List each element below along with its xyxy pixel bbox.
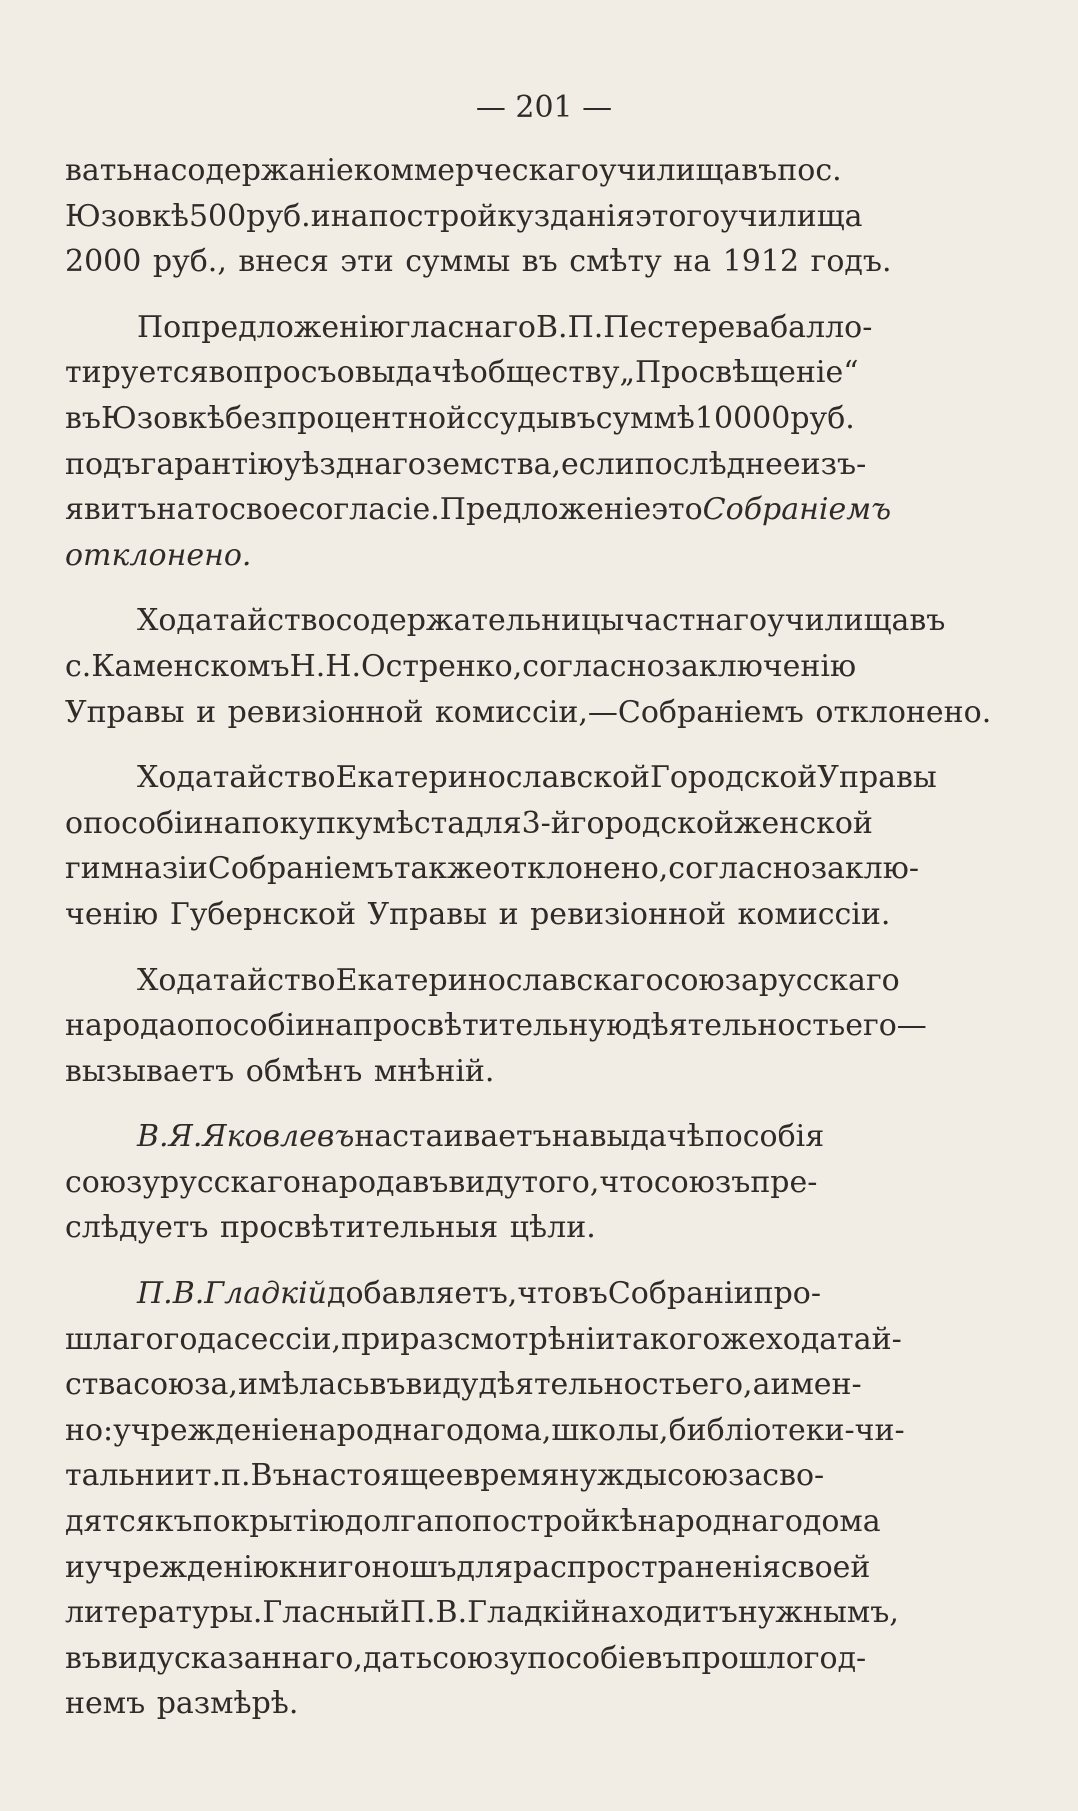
word: сессіи, bbox=[233, 1321, 342, 1357]
text-line: ченію Губернской Управы и ревизіонной комиссіи. bbox=[65, 896, 891, 932]
word: гарантію bbox=[140, 446, 284, 482]
word: это bbox=[651, 492, 703, 528]
word: въ bbox=[369, 1367, 406, 1403]
word: этого bbox=[634, 198, 721, 234]
word: въ bbox=[909, 603, 946, 639]
word: содержаніе bbox=[170, 153, 354, 188]
word: ходатай- bbox=[765, 1321, 902, 1357]
word: на bbox=[156, 492, 195, 528]
word: покрытію bbox=[192, 1504, 345, 1540]
text-line bbox=[65, 1545, 1023, 1591]
word: дѣятельность bbox=[632, 1008, 846, 1044]
word: учрежденіе bbox=[113, 1412, 299, 1448]
word: и bbox=[65, 1549, 85, 1585]
paragraph bbox=[65, 1114, 1023, 1251]
word: 10000 bbox=[694, 400, 791, 436]
word: заключенію bbox=[664, 648, 857, 684]
word: школы, bbox=[551, 1412, 669, 1448]
word: такого bbox=[615, 1321, 721, 1357]
word: въ bbox=[412, 1164, 449, 1200]
word: отклонено, bbox=[492, 851, 669, 887]
paragraph bbox=[65, 1271, 1023, 1727]
word: мѣста bbox=[372, 805, 466, 841]
word: въ bbox=[65, 400, 101, 436]
word: частнаго bbox=[624, 603, 768, 639]
word: въ bbox=[645, 1640, 682, 1676]
word: балло- bbox=[770, 309, 873, 345]
word: Гладкій bbox=[204, 1276, 327, 1312]
word: Каменскомъ bbox=[91, 648, 290, 684]
word: подъ bbox=[65, 446, 141, 482]
word: т. bbox=[194, 1458, 222, 1494]
word: пособіе bbox=[527, 1640, 646, 1676]
word: с. bbox=[65, 648, 92, 684]
paragraph bbox=[65, 598, 1023, 735]
word: народнаго bbox=[637, 1504, 803, 1540]
word: пособія bbox=[704, 1119, 825, 1155]
word: на bbox=[132, 153, 171, 188]
word: дома, bbox=[464, 1412, 552, 1448]
word: нужды bbox=[559, 1458, 668, 1494]
word: того, bbox=[521, 1164, 600, 1200]
word: женской bbox=[733, 805, 873, 841]
word: согласно bbox=[522, 648, 665, 684]
word: содержательницы bbox=[335, 603, 625, 639]
word: земства, bbox=[425, 446, 562, 482]
text-line bbox=[65, 1317, 1023, 1363]
word: Екатеринославскаго bbox=[335, 962, 664, 998]
word: народнаго bbox=[298, 1412, 465, 1448]
word: В. bbox=[172, 1276, 205, 1312]
word: дѣятельность bbox=[478, 1367, 692, 1403]
word: на bbox=[203, 805, 242, 841]
word: просвѣтительную bbox=[353, 1008, 633, 1044]
word: училища bbox=[598, 153, 742, 188]
word: вать bbox=[65, 153, 133, 188]
word: пособіи bbox=[194, 1008, 316, 1044]
word: По bbox=[137, 309, 182, 345]
word: выдачѣ bbox=[354, 355, 470, 391]
word: Юзовкѣ bbox=[100, 400, 225, 436]
text-line: 2000 руб., внеся эти суммы въ смѣту на 1912 годъ. bbox=[65, 244, 892, 280]
word: о bbox=[65, 805, 84, 841]
word: а bbox=[752, 1367, 771, 1403]
word: Гладкій bbox=[467, 1595, 591, 1631]
word: руб. bbox=[246, 198, 311, 234]
word: Ходатайство bbox=[137, 962, 336, 998]
word: 3-й bbox=[521, 805, 571, 841]
text-line: вызываетъ обмѣнъ мнѣній. bbox=[65, 1053, 495, 1089]
word: также bbox=[393, 851, 493, 887]
text-line bbox=[65, 1114, 1023, 1160]
word: постройку bbox=[368, 198, 534, 234]
word: гимназіи bbox=[65, 851, 208, 887]
word: для bbox=[465, 805, 522, 841]
word: Городской bbox=[650, 760, 818, 796]
word: Управы bbox=[817, 760, 937, 796]
text-line bbox=[65, 194, 1023, 240]
text-line: отклонено. bbox=[65, 537, 252, 573]
word: прошлогод- bbox=[681, 1640, 867, 1676]
word: п. bbox=[221, 1458, 251, 1494]
word: виду bbox=[448, 1164, 522, 1200]
word: разсмотрѣніи bbox=[400, 1321, 616, 1357]
word: „Просвѣщеніе“ bbox=[619, 355, 859, 391]
word: дать bbox=[362, 1640, 433, 1676]
text-line bbox=[65, 1160, 1023, 1206]
word: что bbox=[599, 1164, 654, 1200]
text-line bbox=[65, 1003, 1023, 1049]
word: же bbox=[720, 1321, 766, 1357]
word: въ bbox=[741, 153, 778, 188]
text-line bbox=[65, 1408, 1023, 1454]
word: Ходатайство bbox=[137, 603, 336, 639]
word: имен- bbox=[770, 1367, 862, 1403]
word: народа bbox=[65, 1008, 177, 1044]
word: П. bbox=[399, 1595, 436, 1631]
word: къ bbox=[154, 1504, 193, 1540]
word: Ходатайство bbox=[137, 760, 336, 796]
text-line bbox=[65, 598, 1023, 644]
text-line: Управы и ревизіонной комиссіи,—Собраніемъ отклонено. bbox=[65, 694, 992, 730]
word: союзъ bbox=[653, 1164, 751, 1200]
text-line bbox=[65, 1362, 1023, 1408]
word: Екатеринославской bbox=[335, 760, 650, 796]
word: въ bbox=[571, 1276, 608, 1312]
word: ства bbox=[65, 1367, 134, 1403]
word: Остренко, bbox=[360, 648, 523, 684]
word: суммѣ bbox=[595, 400, 695, 436]
text-line bbox=[65, 305, 1023, 351]
word: его— bbox=[845, 1008, 927, 1044]
text-line bbox=[65, 846, 1023, 892]
word: 500 bbox=[188, 198, 247, 234]
word: В. bbox=[535, 309, 568, 345]
word: на bbox=[330, 198, 369, 234]
text-line: слѣдуетъ просвѣтительныя цѣли. bbox=[65, 1210, 596, 1246]
word: П. bbox=[137, 1276, 173, 1312]
word: для bbox=[456, 1549, 514, 1585]
word: изъ- bbox=[800, 446, 867, 482]
word: нужнымъ, bbox=[737, 1595, 899, 1631]
text-line bbox=[65, 755, 1023, 801]
word: согласно bbox=[668, 851, 811, 887]
word: русскаго bbox=[160, 1164, 301, 1200]
word: союза, bbox=[133, 1367, 238, 1403]
word: выдачѣ bbox=[589, 1119, 705, 1155]
word: библіотеки-чи- bbox=[668, 1412, 905, 1448]
word: долга bbox=[344, 1504, 434, 1540]
word: и bbox=[174, 1458, 195, 1494]
page-number: — 201 — bbox=[475, 90, 613, 125]
word: по bbox=[433, 1504, 473, 1540]
word: явитъ bbox=[65, 492, 157, 528]
text-line bbox=[65, 1271, 1023, 1317]
word: Я. bbox=[168, 1119, 203, 1155]
word: Предложеніе bbox=[439, 492, 652, 528]
word: союзу bbox=[65, 1164, 160, 1200]
word: заклю- bbox=[810, 851, 919, 887]
word: послѣднее bbox=[634, 446, 801, 482]
word: согласіе. bbox=[298, 492, 440, 528]
word: Собраніемъ bbox=[702, 492, 892, 528]
word: на bbox=[551, 1119, 590, 1155]
word: на bbox=[315, 1008, 354, 1044]
text-line bbox=[65, 1453, 1023, 1499]
word: сво- bbox=[762, 1458, 825, 1494]
word: руб. bbox=[790, 400, 855, 436]
word: имѣлась bbox=[237, 1367, 370, 1403]
paragraph bbox=[65, 755, 1023, 937]
word: книгоношъ bbox=[278, 1549, 457, 1585]
word: коммерческаго bbox=[353, 153, 599, 188]
word: Яковлевъ bbox=[202, 1119, 355, 1155]
word: городской bbox=[570, 805, 734, 841]
text-line bbox=[65, 1590, 1023, 1636]
word: сказаннаго, bbox=[174, 1640, 363, 1676]
word: тируется bbox=[65, 355, 209, 391]
word: что bbox=[517, 1276, 572, 1312]
word: В. bbox=[137, 1119, 169, 1155]
word: Гласный bbox=[262, 1595, 400, 1631]
word: ссуды bbox=[466, 400, 560, 436]
word: русскаго bbox=[758, 962, 900, 998]
word: дятся bbox=[65, 1504, 155, 1540]
paragraph bbox=[65, 958, 1023, 1095]
word: П. bbox=[567, 309, 604, 345]
word: дома bbox=[802, 1504, 881, 1540]
word: покупку bbox=[241, 805, 373, 841]
word: предложенію bbox=[181, 309, 395, 345]
text-line: немъ размѣрѣ. bbox=[65, 1686, 299, 1722]
word: зданія bbox=[533, 198, 635, 234]
word: то bbox=[194, 492, 230, 528]
paragraph bbox=[65, 305, 1023, 579]
word: Собраніи bbox=[607, 1276, 754, 1312]
word: добавляетъ, bbox=[327, 1276, 518, 1312]
word: училища bbox=[720, 198, 863, 234]
word: время bbox=[463, 1458, 560, 1494]
word: училища bbox=[767, 603, 910, 639]
word: находитъ bbox=[590, 1595, 738, 1631]
word: если bbox=[561, 446, 635, 482]
text-line bbox=[65, 958, 1023, 1004]
word: постройкѣ bbox=[472, 1504, 638, 1540]
word: распространенія bbox=[513, 1549, 781, 1585]
word: гласнаго bbox=[394, 309, 536, 345]
word: шлаго bbox=[65, 1321, 164, 1357]
word: про- bbox=[753, 1276, 821, 1312]
word: своей bbox=[780, 1549, 871, 1585]
word: союза bbox=[663, 962, 759, 998]
text-line bbox=[65, 148, 1023, 194]
text-line bbox=[65, 801, 1023, 847]
word: союзу bbox=[432, 1640, 528, 1676]
text-line bbox=[65, 1499, 1023, 1545]
word: Н. bbox=[325, 648, 361, 684]
word: его, bbox=[691, 1367, 753, 1403]
word: Юзовкѣ bbox=[65, 198, 189, 234]
word: года bbox=[163, 1321, 234, 1357]
word: въ bbox=[559, 400, 596, 436]
paragraph bbox=[65, 148, 1023, 285]
text-line bbox=[65, 350, 1023, 396]
text-line bbox=[65, 644, 1023, 690]
word: Н. bbox=[289, 648, 326, 684]
word: В. bbox=[435, 1595, 468, 1631]
word: настаиваетъ bbox=[354, 1119, 552, 1155]
word: Собраніемъ bbox=[207, 851, 394, 887]
word: литературы. bbox=[65, 1595, 263, 1631]
word: учрежденію bbox=[85, 1549, 279, 1585]
word: свое bbox=[229, 492, 299, 528]
word: уѣзднаго bbox=[283, 446, 426, 482]
word: виду bbox=[405, 1367, 479, 1403]
word: пре- bbox=[750, 1164, 818, 1200]
word: безпроцентной bbox=[224, 400, 467, 436]
word: о bbox=[336, 355, 355, 391]
word: Пестерева bbox=[603, 309, 771, 345]
text-line bbox=[65, 487, 1023, 533]
word: вопросъ bbox=[208, 355, 337, 391]
word: пособіи bbox=[83, 805, 204, 841]
text-line bbox=[65, 442, 1023, 488]
text-line bbox=[65, 1636, 1023, 1682]
word: Въ bbox=[250, 1458, 292, 1494]
word: тальни bbox=[65, 1458, 175, 1494]
word: при bbox=[341, 1321, 401, 1357]
word: союза bbox=[667, 1458, 763, 1494]
text-line bbox=[65, 396, 1023, 442]
word: и bbox=[310, 198, 331, 234]
word: о bbox=[176, 1008, 195, 1044]
word: настоящее bbox=[291, 1458, 464, 1494]
word: пос. bbox=[777, 153, 842, 188]
word: народа bbox=[300, 1164, 413, 1200]
word: въ bbox=[65, 1640, 101, 1676]
word: виду bbox=[100, 1640, 174, 1676]
word: обществу bbox=[469, 355, 620, 391]
word: но: bbox=[65, 1412, 114, 1448]
